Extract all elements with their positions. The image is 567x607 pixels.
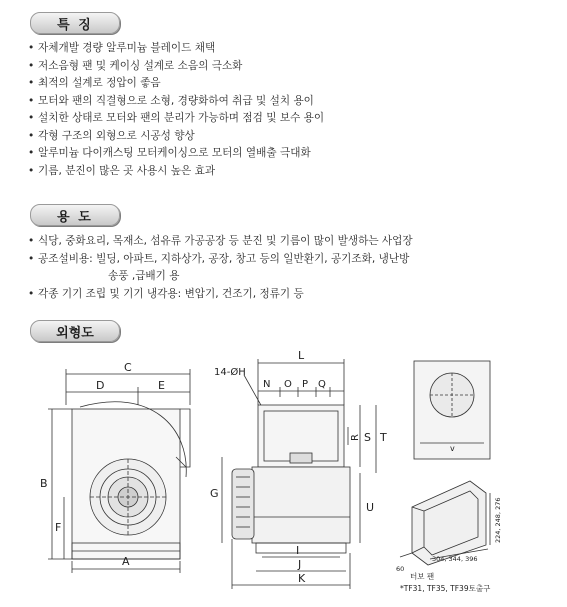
duct-v-label: v	[450, 444, 455, 453]
duct-dim-horizontal: 304, 344, 396	[432, 555, 478, 563]
front-view	[40, 361, 190, 573]
list-item: • 자체개발 경량 알루미늄 블레이드 채택	[28, 42, 216, 54]
outline-drawing	[0, 347, 567, 607]
list-item: • 설치한 상태로 모터와 팬의 분리가 가능하며 점검 및 보수 용이	[28, 112, 325, 124]
dim-label-n: N	[263, 379, 271, 390]
duct-caption-1: 터보 팬	[410, 572, 435, 581]
list-item: • 알루미늄 다이캐스팅 모터케이싱으로 모터의 열배출 극대화	[28, 147, 311, 159]
dim-label-c: C	[124, 361, 132, 374]
dim-label-i: I	[296, 544, 300, 557]
section-title-uses: 용 도	[30, 204, 120, 226]
dim-label-l: L	[298, 349, 305, 362]
features-list	[28, 40, 324, 180]
dim-label-u: U	[366, 501, 375, 514]
dim-label-r: R	[350, 434, 361, 441]
dim-label-g: G	[210, 487, 219, 500]
hole-label: 14-ØH	[214, 367, 246, 378]
list-item: • 저소음형 팬 및 케이싱 설계로 소음의 극소화	[28, 59, 243, 72]
dim-label-k: K	[298, 572, 306, 585]
list-item: 송풍 ,급배기 용	[108, 270, 180, 282]
dim-label-t: T	[380, 431, 387, 444]
side-view	[210, 349, 387, 589]
list-item: • 식당, 중화요리, 목재소, 섬유류 가공공장 등 분진 및 기름이 많이 발생하는 사업장	[28, 235, 413, 247]
dim-label-b: B	[40, 477, 48, 490]
list-item: • 공조설비용: 빌딩, 아파트, 지하상가, 공장, 창고 등의 일반환기, 공기조화, 냉난방	[28, 252, 410, 265]
duct-view	[396, 361, 502, 593]
dim-label-f: F	[55, 521, 62, 534]
list-item: • 최적의 설계로 정압이 좋음	[28, 77, 161, 89]
dim-label-a: A	[122, 555, 130, 568]
dim-label-j: J	[298, 558, 302, 571]
section-title-features: 특 징	[30, 12, 120, 34]
list-item: • 모터와 팬의 직결형으로 소형, 경량화하여 취급 및 설치 용이	[28, 94, 314, 107]
duct-caption-2: *TF31, TF35, TF39토출구	[400, 584, 491, 593]
dim-label-s: S	[364, 431, 371, 444]
section-title-outline: 외형도	[30, 320, 120, 342]
uses-list	[28, 233, 413, 303]
dim-label-e: E	[158, 379, 165, 392]
list-item: • 기름, 분진이 많은 곳 사용시 높은 효과	[28, 164, 216, 177]
dim-label-p: P	[302, 379, 309, 390]
dim-label-d: D	[96, 379, 105, 392]
list-item: • 각종 기기 조립 및 기기 냉각용: 변압기, 건조기, 정류기 등	[28, 287, 304, 300]
duct-dim-vertical: 224, 248, 276	[494, 497, 502, 543]
dim-label-q: Q	[318, 379, 326, 390]
dim-label-o: O	[284, 379, 292, 390]
list-item: • 각형 구조의 외형으로 시공성 향상	[28, 129, 195, 142]
duct-dim-60: 60	[396, 565, 405, 573]
